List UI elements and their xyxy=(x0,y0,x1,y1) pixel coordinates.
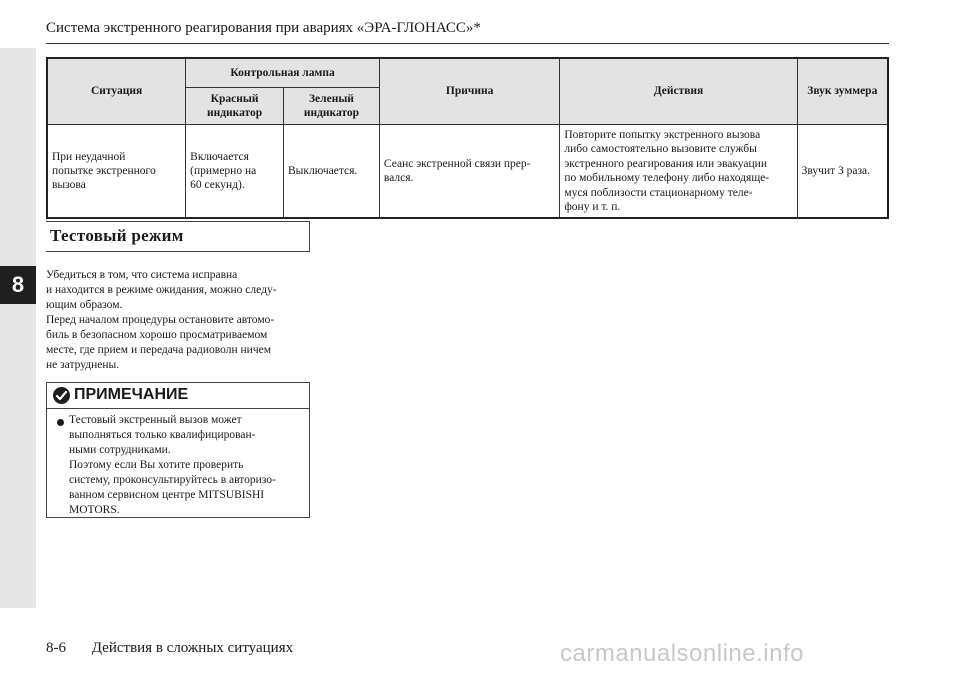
column-header-action: Действия xyxy=(560,58,797,125)
cell-action: Повторите попытку экстренного вызова либо самостоятельно вызовите службы экстренного реагирования или эвакуации по мобильному телефону либо находяще- муся поблизости стационарному теле- фону и т. п. xyxy=(560,125,797,219)
table-row xyxy=(47,125,888,219)
chapter-tab[interactable]: 8 xyxy=(0,266,36,304)
page-footer xyxy=(46,640,293,657)
note-text: Тестовый экстренный вызов может выполняться только квалифицирован- ными сотрудниками. Поэтому если Вы хотите проверить систему, проконсультируйтесь в авторизо- ванном сервисном центре MITSUBISHI MOTORS. xyxy=(69,414,276,516)
column-header-red-indicator: Красный индикатор xyxy=(186,88,284,125)
note-check-icon xyxy=(53,387,70,404)
side-margin-strip xyxy=(0,48,36,608)
column-header-situation: Ситуация xyxy=(47,58,186,125)
column-header-green-indicator: Зеленый индикатор xyxy=(284,88,380,125)
section-title: Тестовый режим xyxy=(50,226,184,245)
bullet-icon xyxy=(57,419,64,426)
note-box xyxy=(46,382,310,518)
cell-red-indicator: Включается (примерно на 60 секунд). xyxy=(186,125,284,219)
footer-section-name: Действия в сложных ситуациях xyxy=(91,640,294,656)
cell-situation: При неудачной попытке экстренного вызова xyxy=(47,125,186,219)
page-number: 8-6 xyxy=(46,640,66,656)
table-header-row xyxy=(47,58,888,88)
note-title: ПРИМЕЧАНИЕ xyxy=(74,386,189,403)
cell-buzzer: Звучит 3 раза. xyxy=(797,125,888,219)
note-header xyxy=(47,383,309,409)
cell-green-indicator: Выключается. xyxy=(284,125,380,219)
column-header-buzzer: Звук зуммера xyxy=(797,58,888,125)
section-heading-box xyxy=(46,221,310,252)
header-rule xyxy=(46,43,889,44)
column-header-cause: Причина xyxy=(379,58,559,125)
running-head-title: Система экстренного реагирования при авариях «ЭРА-ГЛОНАСС»* xyxy=(46,20,481,36)
column-header-indicator-lamp: Контрольная лампа xyxy=(186,58,380,88)
watermark: carmanualsonline.info xyxy=(560,640,804,667)
test-mode-paragraph: Убедиться в том, что система исправна и находится в режиме ожидания, можно следу- ющим образом. Перед началом процедуры остановите автомо- биль в безопасном хорошо просматриваемом месте, где прием и передача радиоволн ничем не затруднены. xyxy=(46,269,277,371)
cell-cause: Сеанс экстренной связи прер- вался. xyxy=(379,125,559,219)
warning-lamp-table xyxy=(46,57,889,219)
